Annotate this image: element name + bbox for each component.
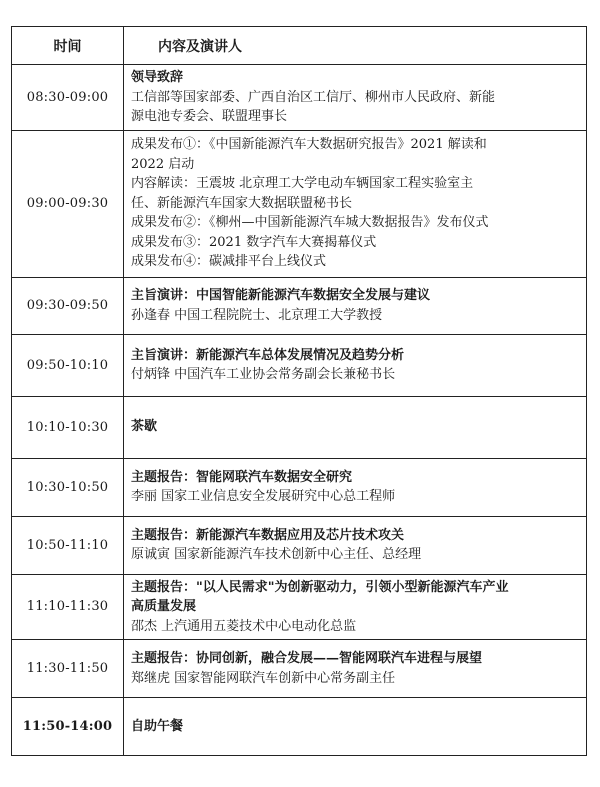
session-title: 领导致辞 [131, 70, 184, 85]
session-detail: 源电池专委会、联盟理事长 [131, 109, 288, 124]
session-title: 自助午餐 [131, 718, 184, 734]
session-detail: 任、新能源汽车国家大数据联盟秘书长 [131, 195, 353, 211]
speaker: 原诚寅 国家新能源汽车技术创新中心主任、总经理 [131, 547, 422, 562]
speaker: 孙逢春 中国工程院院士、北京理工大学教授 [131, 307, 383, 323]
content-cell [124, 640, 587, 698]
session-title: 主旨演讲：中国智能新能源汽车数据安全发展与建议 [131, 288, 431, 303]
session-detail: 成果发布④：碳减排平台上线仪式 [131, 254, 327, 270]
agenda-table [11, 26, 587, 756]
header-time: 时间 [12, 27, 124, 65]
agenda-row [12, 130, 587, 277]
session-title: 高质量发展 [131, 599, 197, 614]
session-title: 主题报告：协同创新，融合发展——智能网联汽车进程与展望 [131, 651, 483, 666]
agenda-row [12, 458, 587, 516]
session-detail: 成果发布②：《柳州—中国新能源汽车城大数据报告》发布仪式 [131, 215, 489, 231]
content-cell [124, 574, 587, 640]
agenda-row [12, 574, 587, 640]
time-slot: 10:10-10:30 [12, 396, 124, 458]
session-title: 主题报告：新能源汽车数据应用及芯片技术攻关 [131, 527, 405, 543]
agenda-row [12, 516, 587, 574]
speaker: 李丽 国家工业信息安全发展研究中心总工程师 [131, 489, 396, 504]
time-slot: 11:50-14:00 [12, 698, 124, 756]
agenda-row [12, 698, 587, 756]
session-detail: 内容解读：王震坡 北京理工大学电动车辆国家工程实验室主 [131, 176, 474, 192]
agenda-row [12, 334, 587, 396]
speaker: 付炳锋 中国汽车工业协会常务副会长兼秘书长 [131, 367, 396, 382]
time-slot: 11:30-11:50 [12, 640, 124, 698]
time-slot: 11:10-11:30 [12, 574, 124, 640]
time-slot: 10:50-11:10 [12, 516, 124, 574]
session-detail: 工信部等国家部委、广西自治区工信厅、柳州市人民政府、新能 [131, 89, 496, 105]
header-row [12, 27, 587, 65]
agenda-row [12, 640, 587, 698]
speaker: 邵杰 上汽通用五菱技术中心电动化总监 [131, 618, 357, 634]
agenda-row [12, 65, 587, 131]
content-cell [124, 130, 587, 277]
content-cell [124, 698, 587, 756]
session-title: 茶歇 [131, 419, 158, 435]
session-title: 主旨演讲：新能源汽车总体发展情况及趋势分析 [131, 347, 405, 363]
time-slot: 10:30-10:50 [12, 458, 124, 516]
content-cell [124, 516, 587, 574]
session-detail: 成果发布①：《中国新能源汽车大数据研究报告》2021 解读和 [131, 137, 487, 153]
session-title: 主题报告："以人民需求"为创新驱动力，引领小型新能源汽车产业 [131, 579, 509, 595]
content-cell [124, 334, 587, 396]
time-slot: 08:30-09:00 [12, 65, 124, 131]
content-cell [124, 396, 587, 458]
speaker: 郑继虎 国家智能网联汽车创新中心常务副主任 [131, 670, 396, 686]
content-cell [124, 277, 587, 334]
time-slot: 09:30-09:50 [12, 277, 124, 334]
agenda-row [12, 396, 587, 458]
content-cell [124, 65, 587, 131]
content-cell [124, 458, 587, 516]
agenda-row [12, 277, 587, 334]
time-slot: 09:50-10:10 [12, 334, 124, 396]
session-detail: 2022 启动 [131, 156, 195, 172]
session-detail: 成果发布③：2021 数字汽车大赛揭幕仪式 [131, 234, 377, 250]
header-content: 内容及演讲人 [124, 27, 587, 65]
session-title: 主题报告：智能网联汽车数据安全研究 [131, 469, 353, 485]
time-slot: 09:00-09:30 [12, 130, 124, 277]
